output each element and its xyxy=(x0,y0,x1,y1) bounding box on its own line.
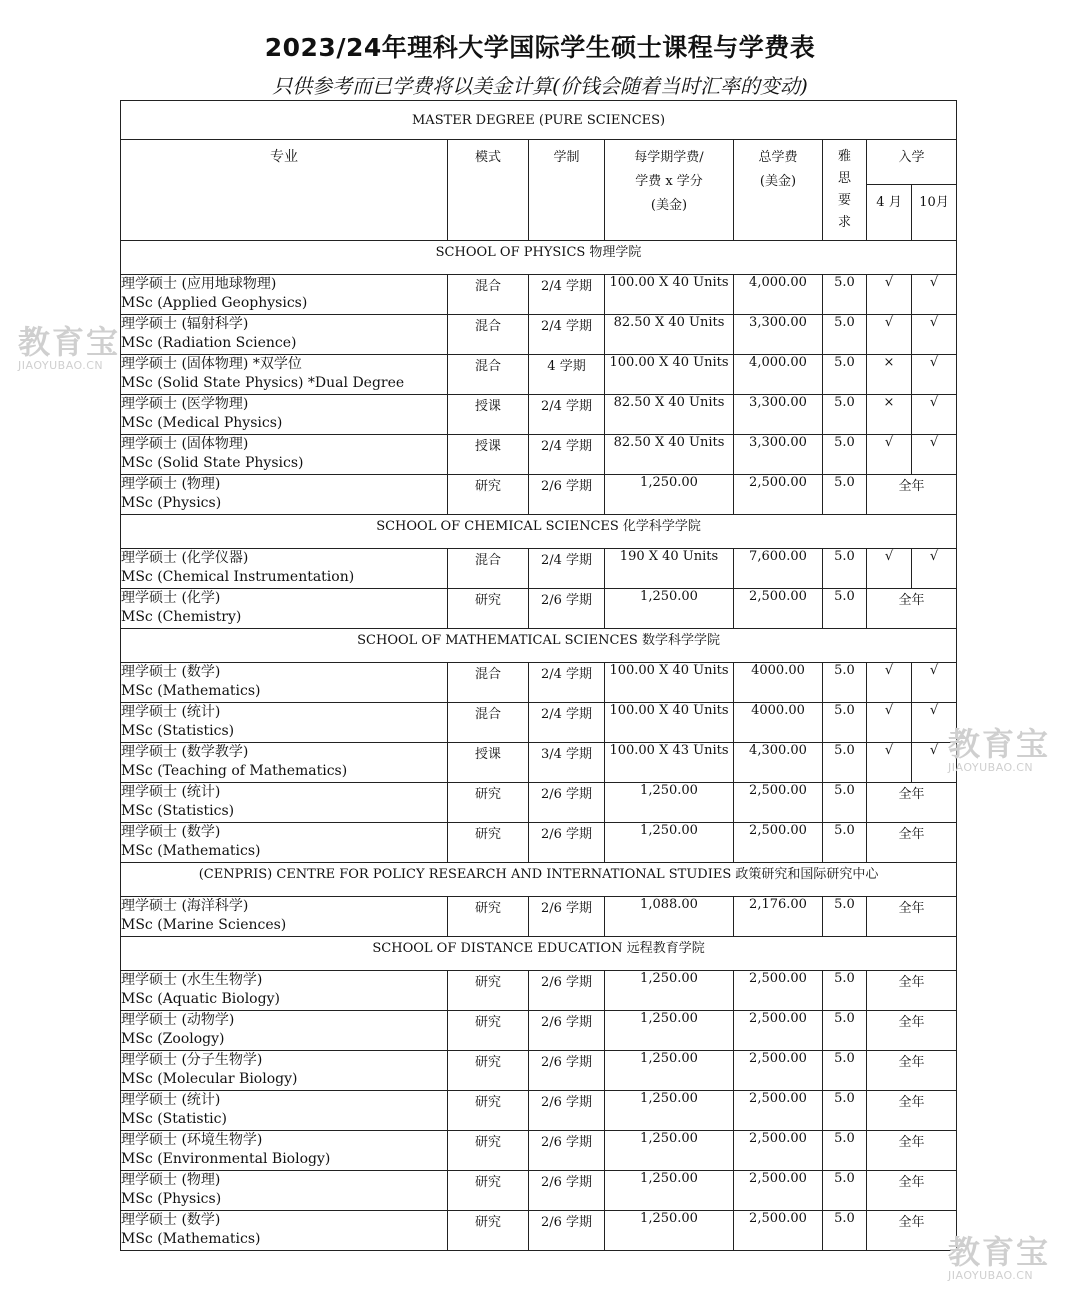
duration-cell: 2/6 学期 xyxy=(529,589,605,629)
intake-year-cell: 全年 xyxy=(867,897,957,937)
mode-cell: 研究 xyxy=(448,1171,529,1211)
fee-cell: 1,250.00 xyxy=(605,1131,734,1171)
fee-cell: 1,250.00 xyxy=(605,1211,734,1251)
program-name-cn: 理学硕士 (物理) xyxy=(121,1172,221,1188)
table-caption: MASTER DEGREE (PURE SCIENCES) xyxy=(121,101,957,140)
ielts-cell: 5.0 xyxy=(823,783,867,823)
mode-cell: 研究 xyxy=(448,1091,529,1131)
intake-apr-cell: √ xyxy=(867,663,912,703)
ielts-cell: 5.0 xyxy=(823,1211,867,1251)
ielts-cell: 5.0 xyxy=(823,971,867,1011)
mode-cell: 研究 xyxy=(448,1051,529,1091)
total-fee-cell: 4,000.00 xyxy=(734,355,823,395)
intake-oct-cell: √ xyxy=(912,315,957,355)
program-name xyxy=(121,549,448,589)
fee-cell: 100.00 X 40 Units xyxy=(605,663,734,703)
intake-year-cell: 全年 xyxy=(867,783,957,823)
ielts-cell: 5.0 xyxy=(823,549,867,589)
program-name-cn: 理学硕士 (数学) xyxy=(121,824,221,840)
program-name-cn: 理学硕士 (动物学) xyxy=(121,1012,235,1028)
fee-cell: 1,250.00 xyxy=(605,783,734,823)
program-name-en: MSc (Solid State Physics) xyxy=(121,455,304,471)
table-row xyxy=(121,703,957,743)
duration-cell: 2/4 学期 xyxy=(529,395,605,435)
ielts-cell: 5.0 xyxy=(823,355,867,395)
fee-cell: 1,250.00 xyxy=(605,971,734,1011)
intake-year-cell: 全年 xyxy=(867,1211,957,1251)
program-name-en: MSc (Radiation Science) xyxy=(121,335,297,351)
total-fee-cell: 3,300.00 xyxy=(734,435,823,475)
fee-cell: 1,250.00 xyxy=(605,1091,734,1131)
table-row xyxy=(121,1211,957,1251)
program-name xyxy=(121,475,448,515)
program-name-cn: 理学硕士 (辐射科学) xyxy=(121,316,249,332)
intake-apr-cell: × xyxy=(867,355,912,395)
program-name-cn: 理学硕士 (应用地球物理) xyxy=(121,276,277,292)
section-header: (CENPRIS) CENTRE FOR POLICY RESEARCH AND INTERNATIONAL STUDIES 政策研究和国际研究中心 xyxy=(121,863,957,897)
fee-cell: 1,088.00 xyxy=(605,897,734,937)
mode-cell: 研究 xyxy=(448,1131,529,1171)
mode-cell: 研究 xyxy=(448,1211,529,1251)
mode-cell: 混合 xyxy=(448,315,529,355)
mode-cell: 研究 xyxy=(448,589,529,629)
mode-cell: 混合 xyxy=(448,663,529,703)
mode-cell: 混合 xyxy=(448,549,529,589)
fee-cell: 1,250.00 xyxy=(605,589,734,629)
total-fee-cell: 4,300.00 xyxy=(734,743,823,783)
fee-cell: 190 X 40 Units xyxy=(605,549,734,589)
program-name-cn: 理学硕士 (固体物理) xyxy=(121,436,249,452)
intake-apr-cell: √ xyxy=(867,435,912,475)
ielts-cell: 5.0 xyxy=(823,1131,867,1171)
duration-cell: 3/4 学期 xyxy=(529,743,605,783)
duration-cell: 2/4 学期 xyxy=(529,663,605,703)
duration-cell: 2/4 学期 xyxy=(529,549,605,589)
intake-year-cell: 全年 xyxy=(867,1011,957,1051)
intake-oct-cell: √ xyxy=(912,395,957,435)
watermark-logo: 教育宝 JIAOYUBAO.CN xyxy=(948,1233,1051,1282)
table-row xyxy=(121,663,957,703)
total-fee-cell: 3,300.00 xyxy=(734,315,823,355)
program-name xyxy=(121,1011,448,1051)
program-name-cn: 理学硕士 (数学) xyxy=(121,1212,221,1228)
program-name-en: MSc (Solid State Physics) *Dual Degree xyxy=(121,375,405,391)
duration-cell: 2/6 学期 xyxy=(529,1131,605,1171)
intake-oct-cell: √ xyxy=(912,549,957,589)
intake-oct-cell: √ xyxy=(912,355,957,395)
intake-oct-cell: √ xyxy=(912,663,957,703)
program-name xyxy=(121,315,448,355)
program-name-en: MSc (Environmental Biology) xyxy=(121,1151,331,1167)
ielts-cell: 5.0 xyxy=(823,275,867,315)
duration-cell: 2/6 学期 xyxy=(529,1051,605,1091)
table-row xyxy=(121,315,957,355)
total-fee-cell: 2,500.00 xyxy=(734,475,823,515)
table-row xyxy=(121,589,957,629)
fee-cell: 100.00 X 40 Units xyxy=(605,703,734,743)
program-name-cn: 理学硕士 (环境生物学) xyxy=(121,1132,263,1148)
header-intake: 入学 xyxy=(867,140,957,185)
duration-cell: 2/4 学期 xyxy=(529,275,605,315)
header-intake-apr: 4 月 xyxy=(867,185,912,241)
program-name-en: MSc (Statistics) xyxy=(121,723,235,739)
program-name xyxy=(121,897,448,937)
program-name xyxy=(121,1091,448,1131)
table-row xyxy=(121,435,957,475)
duration-cell: 2/6 学期 xyxy=(529,1171,605,1211)
duration-cell: 2/6 学期 xyxy=(529,971,605,1011)
ielts-cell: 5.0 xyxy=(823,1171,867,1211)
program-name-en: MSc (Applied Geophysics) xyxy=(121,295,308,311)
table-row xyxy=(121,549,957,589)
table-row xyxy=(121,395,957,435)
program-name-en: MSc (Mathematics) xyxy=(121,843,261,859)
fee-cell: 1,250.00 xyxy=(605,1051,734,1091)
duration-cell: 2/6 学期 xyxy=(529,1211,605,1251)
fee-cell: 1,250.00 xyxy=(605,1011,734,1051)
program-name-en: MSc (Medical Physics) xyxy=(121,415,283,431)
program-name xyxy=(121,971,448,1011)
header-fee: 每学期学费/ 学费 x 学分 (美金) xyxy=(605,140,734,241)
table-row xyxy=(121,275,957,315)
program-name-en: MSc (Statistic) xyxy=(121,1111,227,1127)
table-row xyxy=(121,355,957,395)
mode-cell: 授课 xyxy=(448,743,529,783)
program-name xyxy=(121,435,448,475)
program-name-cn: 理学硕士 (海洋科学) xyxy=(121,898,249,914)
ielts-cell: 5.0 xyxy=(823,435,867,475)
ielts-cell: 5.0 xyxy=(823,703,867,743)
program-name xyxy=(121,1211,448,1251)
intake-apr-cell: × xyxy=(867,395,912,435)
table-row xyxy=(121,783,957,823)
duration-cell: 2/6 学期 xyxy=(529,897,605,937)
intake-year-cell: 全年 xyxy=(867,1171,957,1211)
program-name-cn: 理学硕士 (化学) xyxy=(121,590,221,606)
fee-cell: 82.50 X 40 Units xyxy=(605,395,734,435)
header-total: 总学费 (美金) xyxy=(734,140,823,241)
table-row xyxy=(121,823,957,863)
table-row xyxy=(121,1131,957,1171)
mode-cell: 研究 xyxy=(448,897,529,937)
program-name-en: MSc (Physics) xyxy=(121,1191,222,1207)
intake-year-cell: 全年 xyxy=(867,589,957,629)
watermark-logo: 教育宝 JIAOYUBAO.CN xyxy=(18,323,121,372)
duration-cell: 4 学期 xyxy=(529,355,605,395)
total-fee-cell: 4000.00 xyxy=(734,663,823,703)
program-name xyxy=(121,703,448,743)
fee-cell: 82.50 X 40 Units xyxy=(605,435,734,475)
duration-cell: 2/4 学期 xyxy=(529,435,605,475)
program-name-cn: 理学硕士 (水生生物学) xyxy=(121,972,263,988)
program-name xyxy=(121,783,448,823)
ielts-cell: 5.0 xyxy=(823,897,867,937)
program-name-en: MSc (Zoology) xyxy=(121,1031,225,1047)
ielts-cell: 5.0 xyxy=(823,1051,867,1091)
total-fee-cell: 2,500.00 xyxy=(734,1091,823,1131)
total-fee-cell: 2,500.00 xyxy=(734,1131,823,1171)
program-name-en: MSc (Chemical Instrumentation) xyxy=(121,569,355,585)
table-row xyxy=(121,1051,957,1091)
program-name-cn: 理学硕士 (统计) xyxy=(121,1092,221,1108)
table-row xyxy=(121,1011,957,1051)
fee-table xyxy=(120,100,957,1251)
program-name xyxy=(121,1131,448,1171)
table-row xyxy=(121,971,957,1011)
section-header: SCHOOL OF DISTANCE EDUCATION 远程教育学院 xyxy=(121,937,957,971)
fee-cell: 1,250.00 xyxy=(605,475,734,515)
table-row xyxy=(121,743,957,783)
total-fee-cell: 7,600.00 xyxy=(734,549,823,589)
header-intake-oct: 10月 xyxy=(912,185,957,241)
mode-cell: 研究 xyxy=(448,1011,529,1051)
program-name-en: MSc (Marine Sciences) xyxy=(121,917,287,933)
program-name-cn: 理学硕士 (医学物理) xyxy=(121,396,249,412)
program-name xyxy=(121,589,448,629)
watermark-logo: 教育宝 JIAOYUBAO.CN xyxy=(948,725,1051,774)
program-name-cn: 理学硕士 (分子生物学) xyxy=(121,1052,263,1068)
program-name-cn: 理学硕士 (数学教学) xyxy=(121,744,249,760)
intake-apr-cell: √ xyxy=(867,549,912,589)
ielts-cell: 5.0 xyxy=(823,743,867,783)
program-name-en: MSc (Molecular Biology) xyxy=(121,1071,298,1087)
intake-apr-cell: √ xyxy=(867,703,912,743)
intake-oct-cell: √ xyxy=(912,743,957,783)
program-name-cn: 理学硕士 (固体物理) *双学位 xyxy=(121,356,302,372)
table-row xyxy=(121,897,957,937)
program-name-en: MSc (Statistics) xyxy=(121,803,235,819)
program-name-en: MSc (Aquatic Biology) xyxy=(121,991,280,1007)
intake-oct-cell: √ xyxy=(912,435,957,475)
fee-cell: 100.00 X 40 Units xyxy=(605,275,734,315)
total-fee-cell: 2,500.00 xyxy=(734,971,823,1011)
program-name-en: MSc (Chemistry) xyxy=(121,609,242,625)
total-fee-cell: 2,500.00 xyxy=(734,1051,823,1091)
ielts-cell: 5.0 xyxy=(823,1011,867,1051)
fee-cell: 1,250.00 xyxy=(605,823,734,863)
intake-year-cell: 全年 xyxy=(867,971,957,1011)
program-name-en: MSc (Mathematics) xyxy=(121,1231,261,1247)
program-name-cn: 理学硕士 (统计) xyxy=(121,784,221,800)
table-row xyxy=(121,1091,957,1131)
fee-cell: 82.50 X 40 Units xyxy=(605,315,734,355)
header-program: 专业 xyxy=(121,140,448,241)
fee-cell: 100.00 X 43 Units xyxy=(605,743,734,783)
intake-oct-cell: √ xyxy=(912,703,957,743)
ielts-cell: 5.0 xyxy=(823,589,867,629)
ielts-cell: 5.0 xyxy=(823,475,867,515)
total-fee-cell: 2,176.00 xyxy=(734,897,823,937)
total-fee-cell: 2,500.00 xyxy=(734,1011,823,1051)
total-fee-cell: 2,500.00 xyxy=(734,1171,823,1211)
intake-year-cell: 全年 xyxy=(867,1091,957,1131)
table-row xyxy=(121,475,957,515)
mode-cell: 混合 xyxy=(448,703,529,743)
intake-apr-cell: √ xyxy=(867,275,912,315)
header-ielts: 雅 思 要 求 xyxy=(823,140,867,241)
program-name xyxy=(121,743,448,783)
total-fee-cell: 2,500.00 xyxy=(734,1211,823,1251)
intake-oct-cell: √ xyxy=(912,275,957,315)
total-fee-cell: 3,300.00 xyxy=(734,395,823,435)
program-name-en: MSc (Mathematics) xyxy=(121,683,261,699)
program-name-cn: 理学硕士 (统计) xyxy=(121,704,221,720)
section-header: SCHOOL OF PHYSICS 物理学院 xyxy=(121,241,957,275)
program-name-en: MSc (Physics) xyxy=(121,495,222,511)
page-subtitle: 只供参考而已学费将以美金计算(价钱会随着当时汇率的变动) xyxy=(272,74,808,98)
ielts-cell: 5.0 xyxy=(823,1091,867,1131)
intake-year-cell: 全年 xyxy=(867,1051,957,1091)
program-name xyxy=(121,663,448,703)
program-name-cn: 理学硕士 (物理) xyxy=(121,476,221,492)
mode-cell: 研究 xyxy=(448,823,529,863)
program-name xyxy=(121,275,448,315)
program-name xyxy=(121,1171,448,1211)
mode-cell: 授课 xyxy=(448,395,529,435)
table-row xyxy=(121,1171,957,1211)
duration-cell: 2/4 学期 xyxy=(529,703,605,743)
intake-apr-cell: √ xyxy=(867,743,912,783)
mode-cell: 研究 xyxy=(448,971,529,1011)
intake-apr-cell: √ xyxy=(867,315,912,355)
ielts-cell: 5.0 xyxy=(823,315,867,355)
program-name-cn: 理学硕士 (化学仪器) xyxy=(121,550,249,566)
program-name xyxy=(121,1051,448,1091)
total-fee-cell: 2,500.00 xyxy=(734,823,823,863)
duration-cell: 2/6 学期 xyxy=(529,1091,605,1131)
mode-cell: 混合 xyxy=(448,275,529,315)
fee-cell: 1,250.00 xyxy=(605,1171,734,1211)
mode-cell: 混合 xyxy=(448,355,529,395)
program-name xyxy=(121,355,448,395)
fee-cell: 100.00 X 40 Units xyxy=(605,355,734,395)
mode-cell: 授课 xyxy=(448,435,529,475)
header-duration: 学制 xyxy=(529,140,605,241)
program-name xyxy=(121,395,448,435)
intake-year-cell: 全年 xyxy=(867,475,957,515)
duration-cell: 2/6 学期 xyxy=(529,783,605,823)
header-mode: 模式 xyxy=(448,140,529,241)
duration-cell: 2/6 学期 xyxy=(529,475,605,515)
intake-year-cell: 全年 xyxy=(867,1131,957,1171)
duration-cell: 2/6 学期 xyxy=(529,823,605,863)
duration-cell: 2/4 学期 xyxy=(529,315,605,355)
section-header: SCHOOL OF CHEMICAL SCIENCES 化学科学学院 xyxy=(121,515,957,549)
section-header: SCHOOL OF MATHEMATICAL SCIENCES 数学科学学院 xyxy=(121,629,957,663)
total-fee-cell: 4,000.00 xyxy=(734,275,823,315)
ielts-cell: 5.0 xyxy=(823,663,867,703)
mode-cell: 研究 xyxy=(448,783,529,823)
program-name-en: MSc (Teaching of Mathematics) xyxy=(121,763,348,779)
page-title: 2023/24年理科大学国际学生硕士课程与学费表 xyxy=(264,33,816,62)
duration-cell: 2/6 学期 xyxy=(529,1011,605,1051)
intake-year-cell: 全年 xyxy=(867,823,957,863)
program-name-cn: 理学硕士 (数学) xyxy=(121,664,221,680)
program-name xyxy=(121,823,448,863)
mode-cell: 研究 xyxy=(448,475,529,515)
total-fee-cell: 4000.00 xyxy=(734,703,823,743)
ielts-cell: 5.0 xyxy=(823,823,867,863)
total-fee-cell: 2,500.00 xyxy=(734,589,823,629)
ielts-cell: 5.0 xyxy=(823,395,867,435)
total-fee-cell: 2,500.00 xyxy=(734,783,823,823)
